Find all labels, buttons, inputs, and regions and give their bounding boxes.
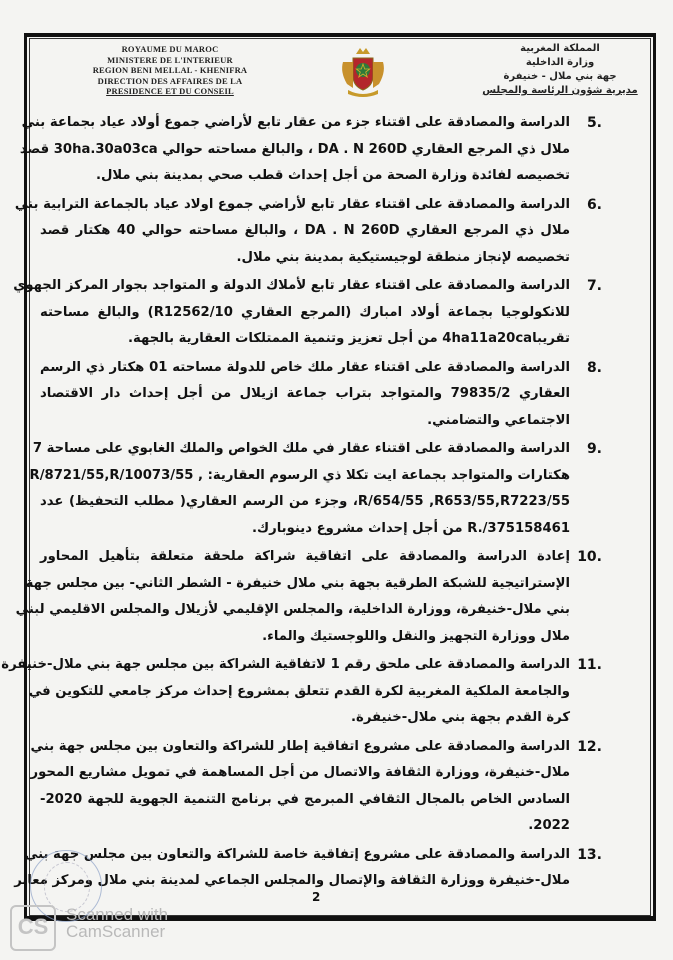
item-text-line: كرة القدم بجهة بني ملال-خنيفرة. — [351, 710, 570, 725]
agenda-item — [14, 192, 602, 272]
item-text-line: ملال-خنيفرة ووزارة الثقافة والإتصال والمجلس الجماعي لمدينة بني ملال ومركز معابر — [14, 873, 570, 888]
french-letterhead — [80, 44, 260, 97]
item-text-line: الدراسة والمصادقة على اقتناء جزء من عقار تابع لأراضي جموع أولاد عياد بجماعة بني — [21, 115, 570, 130]
item-text-line: الإستراتيجية للشبكة الطرقية بجهة بني ملال خنيفرة - الشطر الثاني- بين مجلس جهة — [25, 575, 570, 591]
item-text-line: الاجتماعي والتضامني. — [427, 412, 570, 428]
item-number: 7. — [586, 278, 602, 294]
agenda-item — [1, 652, 602, 732]
item-number: 12. — [577, 738, 602, 755]
watermark-line: Scanned with — [66, 905, 169, 924]
item-number: 10. — [577, 549, 602, 565]
item-text-line: ملال ذي المرجع العقاري DA . N 260D ، والبالغ مساحته حوالي 30ha.30a03ca قصد — [19, 141, 570, 157]
letterhead-line: REGION BENI MELLAL - KHENIFRA — [92, 65, 248, 75]
page-number: 2 — [312, 890, 321, 904]
item-text-line: السادس الخاص بالمجال الثقافي المبرمج في برنامج التنمية الجهوية للجهة 2020- — [40, 791, 570, 807]
agenda-list — [1, 110, 602, 897]
letterhead-line: جهة بني ملال - خنيفرة — [503, 71, 617, 82]
item-text-line: تخصيصه لفائدة وزارة الصحة من أجل إحداث قطب صحي بمدينة بني ملال. — [95, 168, 570, 183]
coat-of-arms-icon — [338, 44, 388, 100]
arabic-letterhead — [470, 42, 650, 98]
item-number: 13. — [577, 846, 602, 863]
agenda-item — [30, 734, 602, 840]
item-number: 9. — [586, 441, 602, 457]
item-text-line: الدراسة والمصادقة على اقتناء عقار ملك خاص للدولة مساحته 01 هكتار ذي الرسم — [40, 359, 570, 375]
item-text-line: R./375158461 من أجل إحداث مشروع دينوبارك. — [252, 520, 570, 536]
item-text-line: هكتارات والمتواجد بجماعة ايت تكلا ذي الرسوم العقارية: , R/8721/55,R/10073/55 — [29, 467, 570, 483]
item-number: 6. — [586, 196, 602, 213]
item-text-line: R/654/55 ,R653/55,R7223/55، وجزء من الرسم العقاري( مطلب التحفيظ) عدد — [40, 494, 570, 509]
letterhead-line: MINISTERE DE L'INTERIEUR — [107, 54, 233, 65]
letterhead-line: ROYAUME DU MAROC — [121, 44, 219, 54]
agenda-item — [13, 273, 602, 353]
item-number: 11. — [577, 657, 602, 673]
item-text-line: ملال ووزارة التجهيز والنقل واللوجستيك والماء. — [262, 628, 570, 644]
item-number: 5. — [586, 115, 602, 131]
item-text-line: الدراسة والمصادقة على اقتناء عقار تابع لأملاك الدولة و المتواجد بجوار المركز الجهوي — [13, 278, 570, 293]
item-text-line: الدراسة والمصادقة على مشروع اتفاقية إطار للشراكة والتعاون بين مجلس جهة بني — [30, 738, 570, 754]
item-text-line: إعادة الدراسة والمصادقة على اتفاقية شراكة ملحقة متعلقة بتأهيل المحاور — [40, 549, 570, 564]
item-text-line: تقريبا4ha11a20ca من أجل تعزيز وتنمية الممتلكات العقارية بالجهة. — [128, 331, 570, 346]
item-text-line: ملال ذي المرجع العقاري DA . N 260D ، والبالغ مساحته حوالي 40 هكتار قصد — [40, 223, 571, 238]
item-text-line: ملال-خنيفرة، ووزارة الثقافة والاتصال من أجل المساهمة في تمويل مشاريع المحور — [30, 765, 570, 780]
item-text-line: تخصيصه لإنجاز منطقة لوجيستيكية بمدينة بني ملال. — [236, 249, 570, 265]
agenda-item — [40, 355, 602, 435]
camscanner-logo: CS — [10, 905, 56, 951]
camscanner-watermark — [66, 906, 168, 940]
item-text-line: العقاري 79835/2 والمتواجد بتراب جماعة ازيلال من أجل إحداث دار الاقتصاد — [40, 386, 571, 401]
item-text-line: بني ملال-خنيفرة، ووزارة الداخلية، والمجلس الإقليمي لأزيلال والمجلس الاقليمي لبني — [15, 602, 570, 617]
item-text-line: الدراسة والمصادقة على ملحق رقم 1 لاتفاقية الشراكة بين مجلس جهة بني ملال-خنيفرة — [1, 657, 570, 672]
agenda-item — [19, 110, 602, 190]
agenda-item — [15, 544, 602, 650]
item-number: 8. — [586, 359, 602, 376]
agenda-item — [29, 436, 602, 542]
watermark-line: CamScanner — [66, 922, 166, 941]
item-text-line: للانكولوجيا بجماعة أولاد امبارك (المرجع العقاري R12562/10) والبالغ مساحته — [40, 304, 570, 320]
agenda-item — [14, 842, 602, 895]
item-text-line: الدراسة والمصادقة على اقتناء عقار تابع لأراضي جموع اولاد عياد بالجماعة الترابية بني — [14, 196, 570, 212]
letterhead-line: وزارة الداخلية — [525, 57, 595, 68]
letterhead-line: المملكة المغربية — [520, 43, 600, 54]
item-text-line: والجامعة الملكية المغربية لكرة القدم تتعلق بمشروع إحداث مركز جامعي للتكوين في — [28, 683, 570, 699]
item-text-line: الدراسة والمصادقة على مشروع إتفاقية خاصة للشراكة والتعاون بين مجلس جهة بني — [24, 846, 570, 862]
letterhead-line: PRESIDENCE ET DU CONSEIL — [106, 86, 234, 96]
letterhead-line: DIRECTION DES AFFAIRES DE LA — [97, 75, 243, 86]
item-text-line: الدراسة والمصادقة على اقتناء عقار في ملك الخواص والملك الغابوي على مساحة 7 — [32, 441, 570, 456]
item-text-line: 2022. — [528, 818, 570, 833]
letterhead-line: مديرية شؤون الرئاسة والمجلس — [482, 85, 638, 96]
